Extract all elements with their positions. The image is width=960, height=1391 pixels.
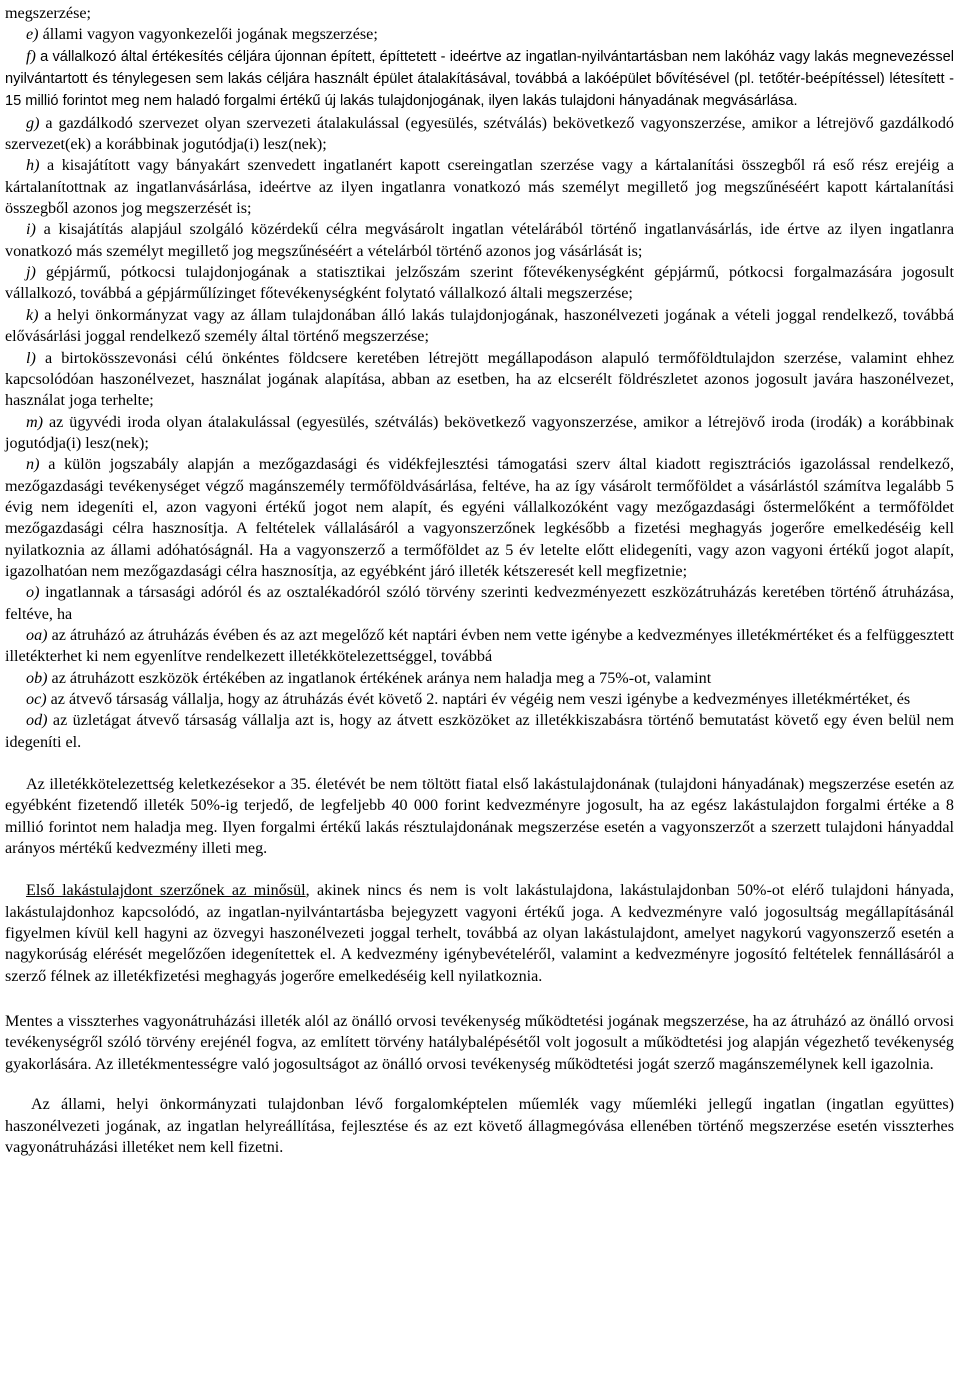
item-g xyxy=(5,113,954,156)
item-marker: j) xyxy=(26,264,36,282)
item-marker: f) xyxy=(26,47,36,65)
paragraph-text: , akinek nincs és nem is volt lakástulajdona, lakástulajdonban 50%-ot elérő tulajdoni hányada, lakástulajdonhoz kapcsolódó, az ingatlan-nyilvántartásba bejegyzett vagyoni értékű joga. A kedvezményre való jogosultság megállapításánál figyelmen kívül kell hagyni az özvegyi haszonélvezeti joggal terhelt, továbbá az olyan lakástulajdont, amelyet nagykorú vagyonszerző esetén a nagykorúság elérését megelőzően idegenítettek el. A kedvezmény igénybevételéről, valamint a kedvezményre jogosító feltételek fennállásáról a szerző félnek az illetékfizetési meghagyás jogerőre emelkedéséig kell nyilatkoznia. xyxy=(5,882,954,985)
item-text: állami vagyon vagyonkezelői jogának megszerzése; xyxy=(38,26,378,44)
item-f xyxy=(5,46,954,113)
item-text: az ügyvédi iroda olyan átalakulással (egyesülés, szétválás) bekövetkező vagyonszerzése, amikor a létrejövő iroda (irodák) a korábbinak jogutódja(i) lesz(nek); xyxy=(5,413,954,452)
spacer xyxy=(5,1075,954,1094)
item-text: a külön jogszabály alapján a mezőgazdasági és vidékfejlesztési támogatási szerv által kiadott regisztrációs igazolással rendelkező, mezőgazdasági tevékenységet végző magánszemély termőföldvásárlása, feltéve, ha az így vásárolt termőföldet a vásárlástól számítva legalább 5 évig nem idegeníti el, azon vagyoni értékű jogot nem alapít, és egyéni vállalkozóként vagy mezőgazdasági őstermelőként a termőföldet mezőgazdasági célra hasznosítja. A feltételek vállalásáról a vagyonszerzőnek legkésőbb a fizetési meghagyás jogerőre emelkedéséig kell nyilatkoznia az állami adóhatóságnál. Ha a vagyonszerző a termőföldet az 5 év letelte előtt elidegeníti, vagy azon vagyoni értékű jogot alapít, igazolhatóan nem mezőgazdasági célra hasznosítja, az egyébként járó illeték kétszeresét kell megfizetnie; xyxy=(5,456,954,580)
item-text: az üzletágat átvevő társaság vállalja azt is, hogy az átvett eszközöket az illetékkiszabásra történő bemutatást követő egy éven belül nem idegeníti el. xyxy=(5,712,954,751)
item-marker: m) xyxy=(26,413,44,431)
paragraph-continuation: megszerzése; xyxy=(5,5,92,22)
item-i xyxy=(5,219,954,262)
item-marker: n) xyxy=(26,456,40,474)
item-oa xyxy=(5,625,954,668)
item-oc xyxy=(5,689,954,710)
item-j xyxy=(5,262,954,305)
item-od xyxy=(5,710,954,753)
item-marker: i) xyxy=(26,221,36,239)
item-marker: h) xyxy=(26,157,40,175)
paragraph-medical-exemption: Mentes a visszterhes vagyonátruházási illeték alól az önálló orvosi tevékenység működtetési jogának megszerzése, ha az átruházó az önálló orvosi tevékenységről szóló törvény erejénél fogva, az említett törvény hatálybalépésétől volt jogosult a működtetési jog alapján végezhető tevékenység gyakorlására. Az illetékmentességre való jogosultságot az önálló orvosi tevékenység működtetési jogát szerző magánszemélynek kell igazolnia. xyxy=(5,1013,954,1073)
item-text: a birtokösszevonási célú önkéntes földcsere keretében létrejött megállapodáson alapuló termőföldtulajdon szerzése, valamint ehhez kapcsolódóan haszonélvezet, használat jogának alapítása, abban az esetben, ha az elcserélt földrészletet azonos jogosult javára haszonélvezet, használat joga terhelte; xyxy=(5,349,954,410)
item-marker: ob) xyxy=(26,669,48,687)
document-page xyxy=(5,3,954,1158)
item-e xyxy=(5,24,954,45)
item-marker: o) xyxy=(26,584,40,602)
paragraph-monument-exemption: Az állami, helyi önkormányzati tulajdonban lévő forgalomképtelen műemlék vagy műemléki jellegű ingatlan (ingatlan együttes) haszonélvezeti jogának, az ingatlan helyreállítása, fejlesztése és az ezt követő állagmegóvása ellenében történő megszerzése esetén visszterhes vagyonátruházási illetéket nem kell fizetni. xyxy=(5,1096,954,1156)
item-marker: g) xyxy=(26,114,40,132)
item-text: a vállalkozó által értékesítés céljára újonnan épített, építtetett - ideértve az ingatlan-nyilvántartásban nem lakóház vagy lakás megnevezéssel nyilvántartott és ténylegesen sem lakás céljára használt épület átalakításával, továbbá a lakóépület bővítésével (pl. xyxy=(5,48,954,88)
paragraph-age-35-discount: Az illetékkötelezettség keletkezésekor a 35. életévét be nem töltött fiatal első lakástulajdonának (tulajdoni hányadának) megszerzése esetén az egyébként fizetendő illeték 50%-ig terjedő, de legfeljebb 40 000 forint kedvezményre jogosult, ha az egész lakástulajdon forgalmi értéke a 8 millió forintot nem haladja meg. Ilyen forgalmi értékű lakás résztulajdonának megszerzése esetén a vagyonszerzőt a szerzett tulajdoni hányaddal arányos mértékű kedvezmény illeti meg. xyxy=(5,776,954,858)
item-marker: od) xyxy=(26,712,48,730)
item-text: a helyi önkormányzat vagy az állam tulajdonában álló lakás tulajdonjogának, haszonélvezeti jogának a vételi joggal rendelkező, továbbá elővásárlási joggal rendelkező személy által történő megszerzése; xyxy=(5,306,954,346)
underlined-definition: Első lakástulajdont szerzőnek az minősül xyxy=(26,882,306,900)
item-text: ingatlannak a társasági adóról és az osztalékadóról szóló törvény szerinti kedvezményezett eszközátruházás keretében történő átruházása, feltéve, ha xyxy=(5,584,954,623)
item-marker: e) xyxy=(26,26,39,44)
item-marker: oa) xyxy=(26,626,48,644)
spacer xyxy=(5,753,954,774)
item-m xyxy=(5,412,954,455)
paragraph-first-home-buyer xyxy=(5,880,954,987)
item-text: a kisajátított vagy bányakárt szenvedett ingatlanért kapott csereingatlan szerzése vagy a kártalanítási összegből rá eső rész erejéig a kártalanítottnak az ingatlanvásárlása, ideértve az ilyen ingatlanra vonatkozó más személyt megillető jog megszűnéséért kapott kártalanítási összegből azonos jog megszerzését is; xyxy=(5,157,954,218)
item-text: a gazdálkodó szervezet olyan szervezeti átalakulással (egyesülés, szétválás) bekövetkező vagyonszerzése, amikor a létrejövő gazdálkodó szervezet(ek) a korábbinak jogutódja(i) lesz(nek); xyxy=(5,114,954,154)
item-marker: l) xyxy=(26,349,36,367)
spacer xyxy=(5,859,954,880)
item-k xyxy=(5,305,954,348)
item-n xyxy=(5,454,954,582)
item-text: a kisajátítás alapjául szolgáló közérdekű célra megvásárolt ingatlan vételárából történő ingatlanvásárlás, ide értve az ilyen ingatlanra vonatkozó más személyt megillető jog megszűnéséért a vételárból történő azonos jog vásárlását is; xyxy=(5,221,954,260)
item-text: az átvevő társaság vállalja, hogy az átruházás évét követő 2. naptári év végéig nem veszi igénybe a kedvezményes illetékmértéket, és xyxy=(46,691,911,708)
item-ob xyxy=(5,668,954,689)
item-marker: oc) xyxy=(26,691,47,708)
item-o xyxy=(5,582,954,625)
item-text: az átruházott eszközök értékében az ingatlanok értékének aránya nem haladja meg a 75%-ot, valamint xyxy=(47,669,712,687)
item-text: az átruházó az átruházás évében és az azt megelőző két naptári évben nem vette igénybe a kedvezményes illetékmértéket és a felfüggesztett illetékterhet ki nem egyenlítve rendelkezett illetékkötelezettséggel, továbbá xyxy=(5,626,954,666)
item-l xyxy=(5,348,954,412)
spacer xyxy=(5,987,954,1011)
item-marker: k) xyxy=(26,306,39,324)
item-text-continued: tetőtér-beépítéssel) létesített - 15 millió forintot meg nem haladó forgalmi értékű új lakás tulajdonjogának, ilyen lakás tulajdoni hányadának megvásárlása. xyxy=(5,71,954,110)
item-text: gépjármű, pótkocsi tulajdonjogának a statisztikai jelzőszám szerint főtevékenységként gépjármű, pótkocsi forgalmazására jogosult vállalkozó, továbbá a gépjárműlízinget főtevékenységként folytató vállalkozó általi megszerzése; xyxy=(5,264,954,303)
item-h xyxy=(5,155,954,219)
